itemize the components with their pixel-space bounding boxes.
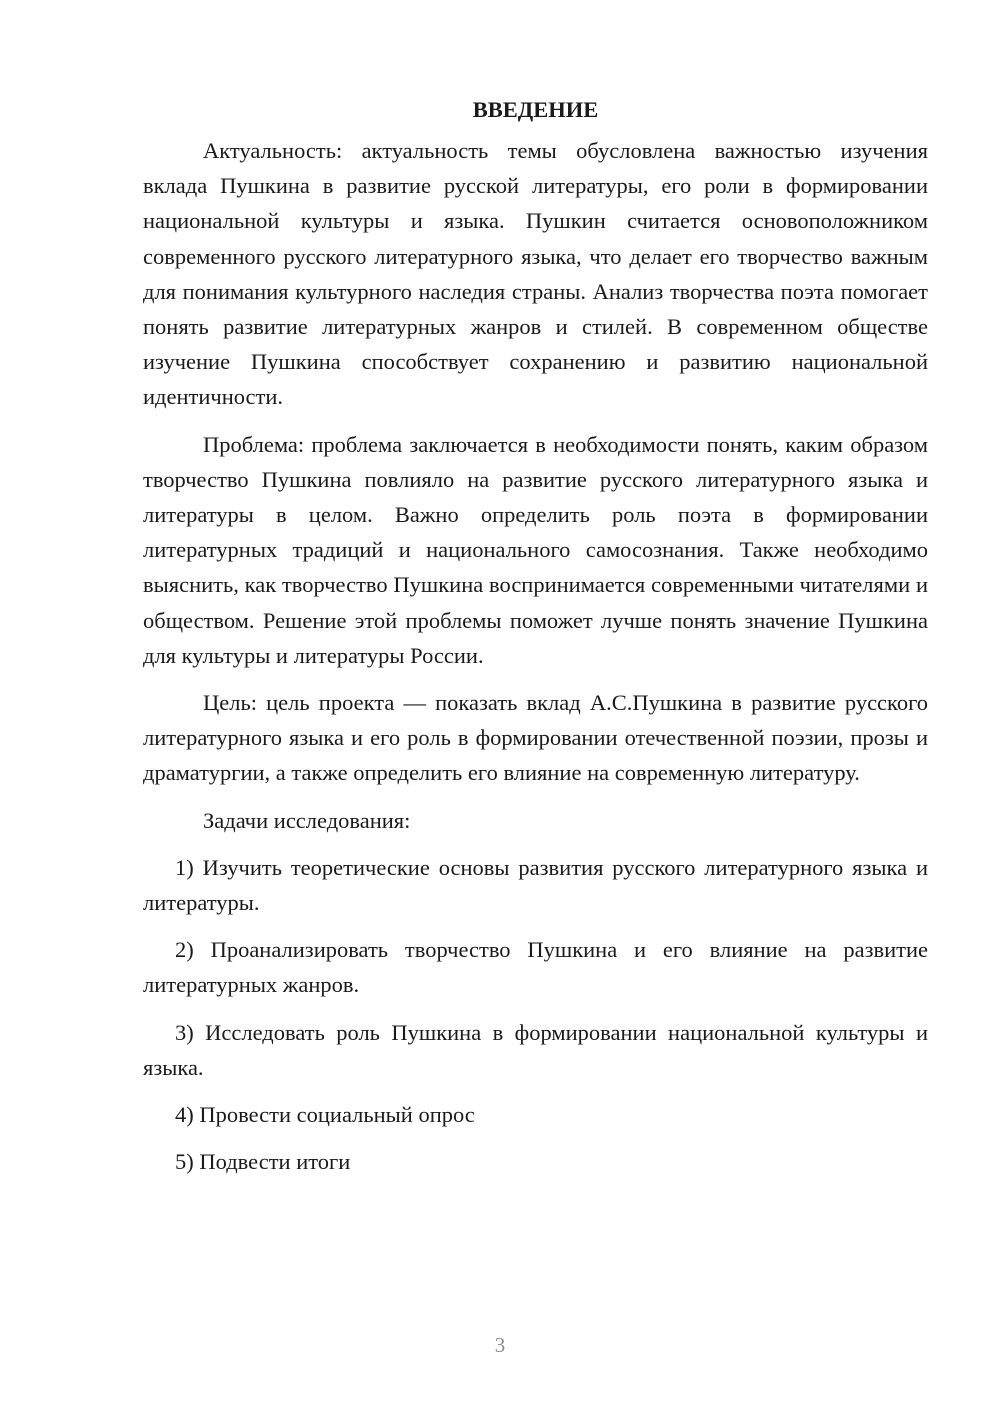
document-page [143,92,928,1191]
task-item-3: 3) Исследовать роль Пушкина в формировании национальной культуры и языка. [143,1019,928,1080]
paragraph-relevance: Актуальность: актуальность темы обусловлена важностью изучения вклада Пушкина в развитие русской литературы, его роли в формировании национальной культуры и языка. Пушкин считается основоположником современного русского литературного языка, что делает его творчество важным для понимания культурного наследия страны. Анализ творчества поэта помогает понять развитие литературных жанров и стилей. В современном обществе изучение Пушкина способствует сохранению и развитию национальной идентичности. [143,138,928,410]
tasks-heading: Задачи исследования: [203,807,411,833]
task-item-5: 5) Подвести итоги [175,1149,351,1175]
task-item-2: 2) Проанализировать творчество Пушкина и его влияние на развитие литературных жанров. [143,937,928,998]
paragraph-goal: Цель: цель проекта — показать вклад А.С.Пушкина в развитие русского литературного языка и его роль в формировании отечественной поэзии, прозы и драматургии, а также определить его влияние на современную литературу. [143,690,928,786]
paragraph-problem: Проблема: проблема заключается в необходимости понять, каким образом творчество Пушкина повлияло на развитие русского литературного языка и литературы в целом. Важно определить роль поэта в формировании литературных традиций и национального самосознания. Также необходимо выяснить, как творчество Пушкина воспринимается современными читателями и обществом. Решение этой проблемы поможет лучше понять значение Пушкина для культуры и литературы России. [143,431,928,668]
task-item-4: 4) Провести социальный опрос [175,1102,475,1128]
document-title: ВВЕДЕНИЕ [472,97,599,122]
page-number: 3 [494,1333,506,1357]
task-item-1: 1) Изучить теоретические основы развития русского литературного языка и литературы. [143,854,928,916]
